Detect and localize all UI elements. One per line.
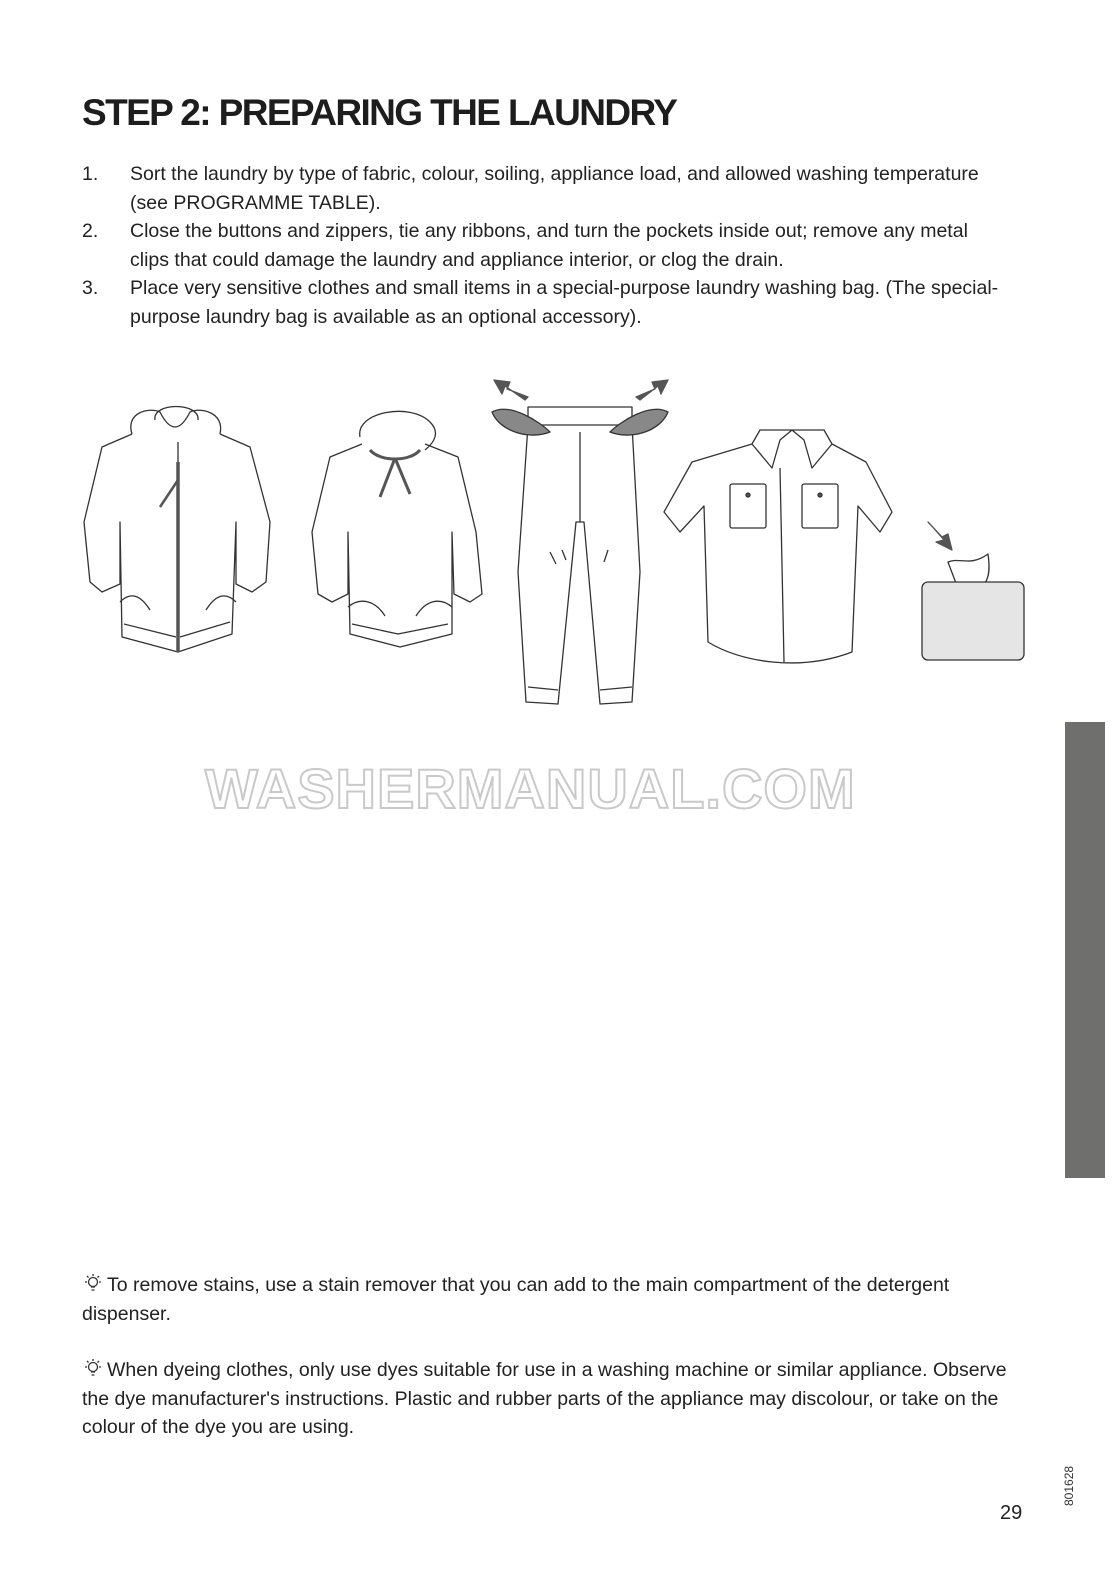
zip-hoodie-illustration: [84, 407, 270, 653]
step-text: Sort the laundry by type of fabric, colour, soiling, appliance load, and allowed washing temperature (see PROGRAMME TABLE).: [130, 163, 979, 214]
list-item: [82, 160, 1012, 217]
laundry-bag-illustration: [922, 554, 1024, 660]
step-number: 3.: [82, 277, 99, 299]
arrow-down-right-icon: [928, 522, 952, 550]
laundry-preparation-illustration: [80, 372, 1040, 717]
list-item: [82, 274, 1012, 331]
step-list: [82, 160, 1012, 331]
page-title: STEP 2: PREPARING THE LAUNDRY: [82, 92, 677, 133]
shirt-illustration: [664, 430, 892, 663]
jeans-illustration: [492, 407, 668, 704]
page-number: 29: [1000, 1502, 1023, 1524]
lightbulb-icon: [82, 1358, 104, 1378]
drawstring-hoodie-illustration: [312, 411, 482, 647]
arrow-up-left-icon: [494, 380, 528, 400]
side-tab-marker: [1065, 722, 1105, 1178]
tip-paragraph: [82, 1271, 1022, 1328]
tip-text: When dyeing clothes, only use dyes suitable for use in a washing machine or similar appliance. Observe the dye manufacturer's instructions. Plastic and rubber parts of the appliance may discolour, or take on the colour of the dye you are using.: [82, 1359, 1007, 1438]
step-text: Close the buttons and zippers, tie any ribbons, and turn the pockets inside out; remove any metal clips that could damage the laundry and appliance interior, or clog the drain.: [130, 220, 968, 271]
step-number: 2.: [82, 220, 99, 242]
watermark: WASHERMANUAL.COM: [205, 757, 856, 820]
tip-text: To remove stains, use a stain remover that you can add to the main compartment of the detergent dispenser.: [82, 1274, 950, 1325]
step-text: Place very sensitive clothes and small items in a special-purpose laundry washing bag. (The special-purpose laundry bag is available as an optional accessory).: [130, 277, 999, 328]
lightbulb-icon: [82, 1273, 104, 1293]
tip-paragraph: [82, 1356, 1022, 1442]
step-number: 1.: [82, 163, 99, 185]
arrow-up-right-icon: [636, 380, 668, 400]
list-item: [82, 217, 1012, 274]
document-number: 801628: [1062, 1465, 1076, 1506]
